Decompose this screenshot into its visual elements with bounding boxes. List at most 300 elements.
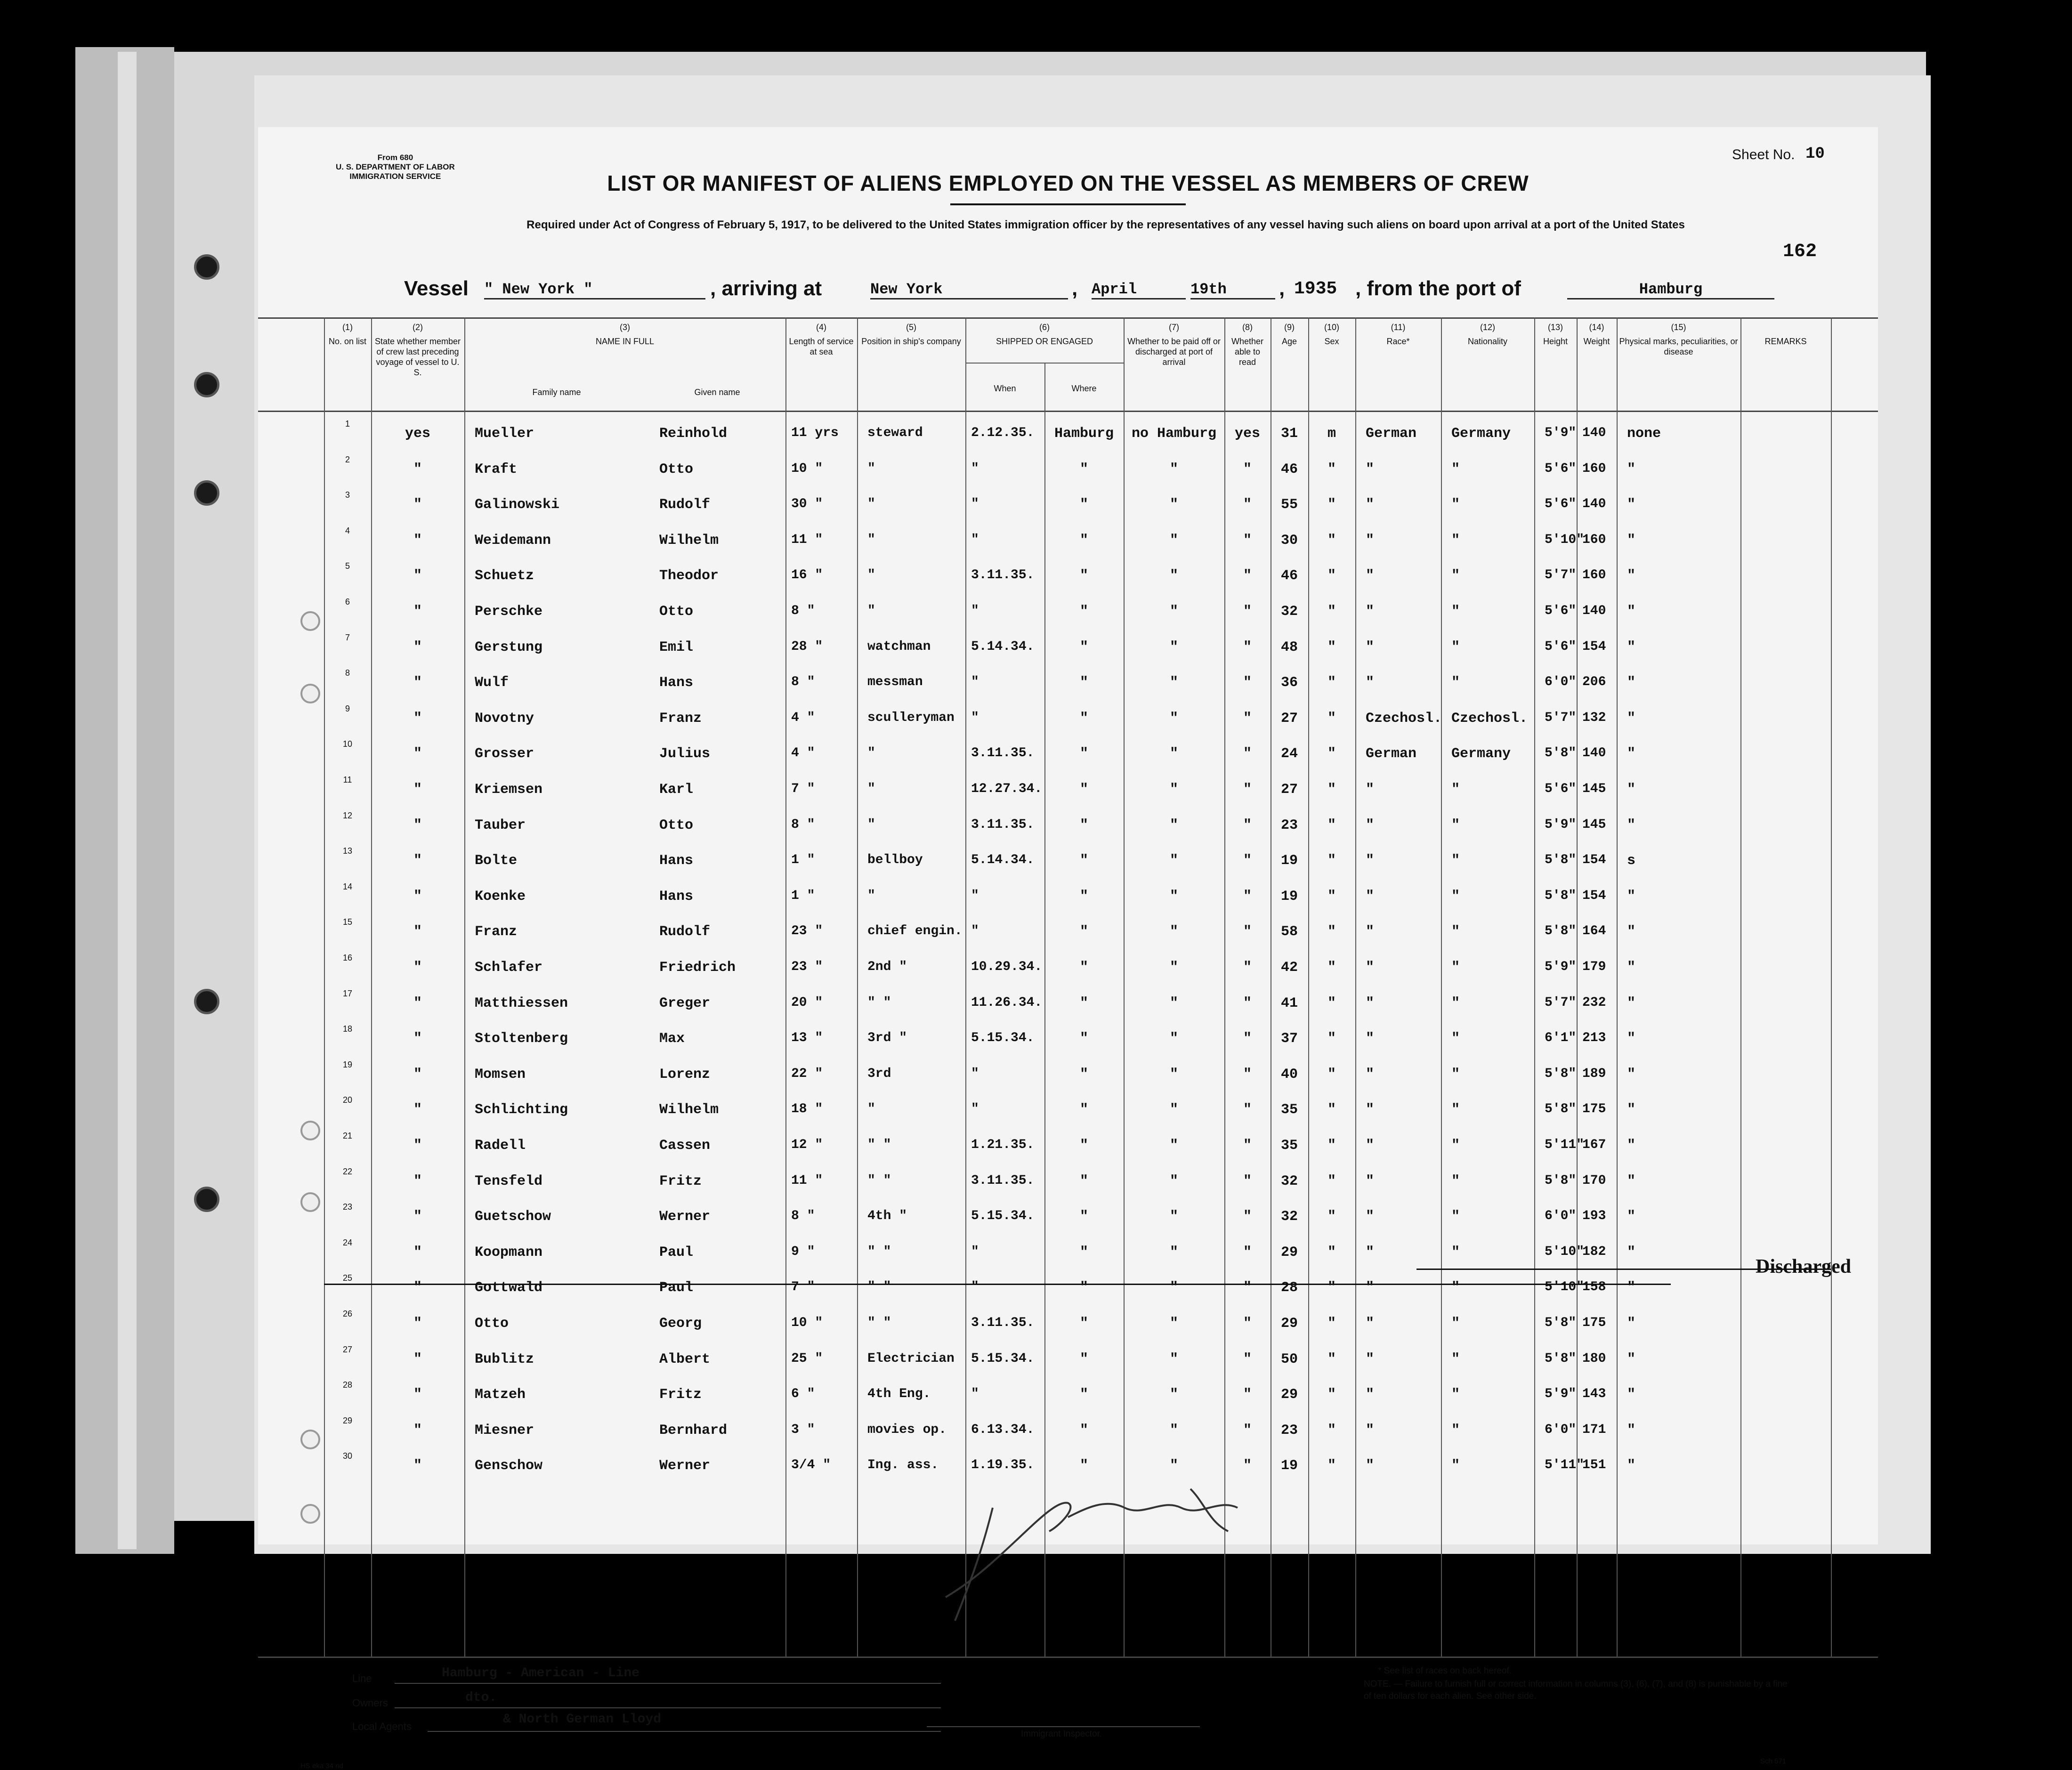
cell-prev: ": [413, 1102, 422, 1118]
cell-read: ": [1243, 1066, 1252, 1083]
remark-discharged: Discharged: [1756, 1256, 1851, 1277]
cell-race: German: [1366, 426, 1417, 442]
cell-race: ": [1366, 1102, 1375, 1118]
departure-port: Hamburg: [1567, 281, 1774, 299]
cell-marks: ": [1627, 1066, 1636, 1083]
page-title: LIST OR MANIFEST OF ALIENS EMPLOYED ON THE VESSEL AS MEMBERS OF CREW: [607, 171, 1529, 195]
cell-where: Hamburg: [1054, 426, 1114, 442]
cell-prev: ": [413, 1031, 422, 1047]
cell-when: ": [971, 1244, 979, 1259]
cell-race: ": [1366, 1173, 1375, 1189]
cell-sex: ": [1327, 1209, 1336, 1225]
cell-age: 19: [1280, 1458, 1298, 1474]
cell-age: 23: [1280, 1422, 1298, 1439]
binder-ring: [194, 989, 219, 1014]
cell-weight: 154: [1582, 888, 1606, 903]
column-header: [1310, 322, 1353, 347]
column-header: [1443, 322, 1532, 347]
cell-position: movies op.: [867, 1422, 947, 1437]
punch-hole: [300, 1192, 320, 1212]
cell-where: ": [1079, 960, 1088, 976]
cell-marks: ": [1627, 1316, 1636, 1332]
cell-age: 27: [1280, 710, 1298, 727]
cell-prev: ": [413, 1173, 422, 1189]
vessel-line: Vessel " New York " , arriving at New York , April 19th , 1935 , from the port of Hamburg: [258, 277, 1878, 305]
cell-family: Mueller: [475, 426, 534, 442]
cell-read: ": [1243, 461, 1252, 477]
line-label: Line: [352, 1673, 372, 1684]
cell-nationality: Germany: [1451, 426, 1511, 442]
cell-prev: ": [413, 1387, 422, 1403]
column-header: [1226, 322, 1269, 367]
cell-when: 2.12.35.: [971, 426, 1035, 440]
title-rule: [950, 203, 1186, 205]
cell-weight: 158: [1582, 1280, 1606, 1295]
page-subtitle: Required under Act of Congress of February 5, 1917, to be delivered to the United States immigration officer by the representatives of any vessel having such aliens on board upon arrival at a port of the United States: [526, 218, 1685, 231]
cell-age: 23: [1280, 817, 1298, 833]
cell-weight: 140: [1582, 497, 1606, 512]
cell-nationality: ": [1451, 1387, 1460, 1403]
punch-hole: [300, 611, 320, 631]
cell-height: 5'8": [1545, 1102, 1577, 1117]
cell-given: Werner: [659, 1458, 711, 1474]
cell-weight: 140: [1582, 746, 1606, 761]
cell-marks: ": [1627, 1422, 1636, 1439]
cell-read: ": [1243, 1422, 1252, 1439]
column-header: [1125, 322, 1222, 367]
column-divider: [1534, 317, 1535, 1657]
cell-read: ": [1243, 746, 1252, 762]
cell-height: 5'6": [1545, 782, 1577, 796]
cell-age: 29: [1280, 1316, 1298, 1332]
cell-given: Bernhard: [659, 1422, 728, 1439]
cell-race: ": [1366, 604, 1375, 620]
cell-race: ": [1366, 960, 1375, 976]
cell-race: ": [1366, 568, 1375, 584]
cell-paid: ": [1169, 746, 1178, 762]
cell-nationality: ": [1451, 639, 1460, 655]
cell-paid: ": [1169, 924, 1178, 940]
column-number: (3): [620, 323, 630, 332]
cell-prev: ": [413, 1458, 422, 1474]
cell-position: 2nd ": [867, 960, 907, 974]
cell-marks: ": [1627, 1280, 1636, 1296]
cell-sex: ": [1327, 532, 1336, 549]
cell-prev: ": [413, 568, 422, 584]
cell-when: 1.19.35.: [971, 1458, 1035, 1473]
binder-edge: [118, 52, 137, 1549]
cell-height: 5'6": [1545, 604, 1577, 618]
cell-position: ": [867, 817, 875, 832]
cell-no: 22: [342, 1166, 353, 1176]
cell-no: 24: [342, 1237, 353, 1247]
cell-read: ": [1243, 888, 1252, 905]
cell-sex: ": [1327, 853, 1336, 869]
column-number: (8): [1242, 323, 1253, 332]
cell-height: 5'9": [1545, 1387, 1577, 1402]
cell-read: ": [1243, 1244, 1252, 1261]
cell-read: ": [1243, 1458, 1252, 1474]
cell-race: ": [1366, 532, 1375, 549]
cell-age: 46: [1280, 568, 1298, 584]
column-label: Given name: [694, 388, 740, 397]
cell-height: 5'8": [1545, 746, 1577, 761]
cell-race: ": [1366, 995, 1375, 1011]
cell-family: Guetschow: [475, 1209, 551, 1225]
cell-read: ": [1243, 817, 1252, 833]
cell-service: 3 ": [791, 1422, 815, 1437]
cell-family: Genschow: [475, 1458, 543, 1474]
cell-no: 4: [345, 525, 350, 535]
cell-race: ": [1366, 1138, 1375, 1154]
cell-height: 5'10": [1545, 1244, 1585, 1259]
cell-race: ": [1366, 675, 1375, 691]
cell-weight: 151: [1582, 1458, 1606, 1473]
cell-family: Grosser: [475, 746, 534, 762]
column-label: NAME IN FULL: [595, 337, 655, 346]
owners-value: dto.: [465, 1690, 497, 1705]
column-header: [1578, 322, 1615, 347]
cell-read: ": [1243, 995, 1252, 1011]
cell-nationality: ": [1451, 1458, 1460, 1474]
form-number: From 680 U. S. DEPARTMENT OF LABOR IMMIGRATION SERVICE: [336, 153, 455, 181]
cell-no: 29: [342, 1415, 353, 1425]
column-label: Physical marks, peculiarities, or disease: [1619, 337, 1738, 356]
cell-height: 5'8": [1545, 924, 1577, 939]
cell-position: 3rd ": [867, 1031, 907, 1046]
cell-marks: ": [1627, 1138, 1636, 1154]
cell-race: ": [1366, 782, 1375, 798]
cell-given: Theodor: [659, 568, 719, 584]
cell-when: 11.26.34.: [971, 995, 1043, 1010]
cell-when: 3.11.35.: [971, 746, 1035, 761]
column-header: [466, 387, 647, 397]
column-number: (14): [1589, 323, 1604, 332]
cell-no: 23: [342, 1202, 353, 1212]
cell-given: Fritz: [659, 1387, 702, 1403]
agents-value: & North German Lloyd: [503, 1712, 662, 1727]
cell-prev: ": [413, 960, 422, 976]
column-header: [1619, 322, 1739, 357]
cell-height: 5'10": [1545, 532, 1585, 547]
cell-when: 6.13.34.: [971, 1422, 1035, 1437]
cell-race: ": [1366, 639, 1375, 655]
cell-age: 48: [1280, 639, 1298, 655]
cell-no: 6: [345, 597, 350, 606]
cell-age: 29: [1280, 1244, 1298, 1261]
cell-service: 18 ": [791, 1102, 823, 1117]
cell-weight: 132: [1582, 710, 1606, 725]
column-divider: [785, 317, 786, 1657]
cell-height: 5'8": [1545, 1351, 1577, 1366]
cell-race: ": [1366, 497, 1375, 513]
cell-paid: ": [1169, 639, 1178, 655]
cell-prev: ": [413, 1066, 422, 1083]
column-number: (10): [1324, 323, 1339, 332]
cell-height: 5'9": [1545, 960, 1577, 974]
cell-height: 5'6": [1545, 461, 1577, 476]
cell-family: Schlafer: [475, 960, 543, 976]
cell-given: Otto: [659, 461, 694, 477]
column-number: (1): [342, 323, 353, 332]
column-label: Nationality: [1467, 337, 1508, 346]
cell-no: 28: [342, 1380, 353, 1390]
cell-family: Matthiessen: [475, 995, 568, 1011]
cell-age: 31: [1280, 426, 1298, 442]
cell-given: Fritz: [659, 1173, 702, 1189]
cell-race: ": [1366, 888, 1375, 905]
cell-read: ": [1243, 782, 1252, 798]
cell-height: 5'8": [1545, 888, 1577, 903]
cell-position: ": [867, 604, 875, 618]
cell-when: 12.27.34.: [971, 782, 1043, 796]
column-number: (2): [413, 323, 423, 332]
cell-paid: ": [1169, 532, 1178, 549]
column-number: (15): [1671, 323, 1686, 332]
cell-nationality: ": [1451, 888, 1460, 905]
punch-hole: [300, 1504, 320, 1524]
cell-position: " ": [867, 1173, 891, 1188]
cell-age: 36: [1280, 675, 1298, 691]
discharged-strike-line: [324, 1284, 1671, 1285]
column-number: (9): [1284, 323, 1295, 332]
cell-paid: ": [1169, 1351, 1178, 1367]
cell-when: 5.15.34.: [971, 1351, 1035, 1366]
cell-service: 4 ": [791, 710, 815, 725]
cell-given: Rudolf: [659, 924, 711, 940]
cell-where: ": [1079, 604, 1088, 620]
cell-race: ": [1366, 1031, 1375, 1047]
cell-nationality: ": [1451, 1066, 1460, 1083]
cell-when: 3.11.35.: [971, 1173, 1035, 1188]
arrival-month: April: [1092, 281, 1186, 299]
cell-read: ": [1243, 960, 1252, 976]
cell-prev: ": [413, 1422, 422, 1439]
cell-service: 20 ": [791, 995, 823, 1010]
column-divider: [371, 317, 372, 1657]
column-header: [326, 322, 369, 347]
cell-position: watchman: [867, 639, 931, 654]
cell-race: ": [1366, 1244, 1375, 1261]
cell-age: 58: [1280, 924, 1298, 940]
punch-hole: [300, 1121, 320, 1140]
cell-no: 16: [342, 953, 353, 962]
cell-height: 5'9": [1545, 426, 1577, 440]
manifest-page: [258, 127, 1878, 1770]
cell-sex: ": [1327, 817, 1336, 833]
cell-service: 22 ": [791, 1066, 823, 1081]
cell-marks: ": [1627, 924, 1636, 940]
column-divider: [965, 317, 966, 1657]
column-divider: [1740, 317, 1741, 1657]
cell-prev: ": [413, 604, 422, 620]
cell-when: ": [971, 1387, 979, 1402]
cell-where: ": [1079, 1387, 1088, 1403]
column-label: Height: [1543, 337, 1568, 346]
column-divider: [1308, 317, 1309, 1657]
cell-given: Wilhelm: [659, 1102, 719, 1118]
cell-paid: ": [1169, 604, 1178, 620]
cell-when: ": [971, 924, 979, 939]
cell-marks: ": [1627, 1351, 1636, 1367]
column-header: [466, 322, 784, 347]
arrival-year: 1935: [1294, 279, 1337, 299]
cell-age: 19: [1280, 853, 1298, 869]
column-header: [859, 322, 963, 347]
column-divider: [1355, 317, 1356, 1657]
cell-family: Koopmann: [475, 1244, 543, 1261]
cell-service: 7 ": [791, 782, 815, 796]
cell-nationality: ": [1451, 1422, 1460, 1439]
cell-position: " ": [867, 1138, 891, 1152]
cell-weight: 154: [1582, 639, 1606, 654]
column-header: [967, 322, 1122, 347]
cell-when: 3.11.35.: [971, 568, 1035, 583]
cell-read: ": [1243, 568, 1252, 584]
cell-marks: ": [1627, 1173, 1636, 1189]
cell-no: 30: [342, 1451, 353, 1461]
cell-service: 1 ": [791, 853, 815, 868]
column-header: [967, 383, 1043, 394]
column-number: (6): [1039, 323, 1050, 332]
cell-sex: ": [1327, 1387, 1336, 1403]
cell-position: steward: [867, 426, 923, 440]
cell-where: ": [1079, 1422, 1088, 1439]
cell-weight: 189: [1582, 1066, 1606, 1081]
cell-race: ": [1366, 1066, 1375, 1083]
column-header: [1536, 322, 1575, 347]
cell-weight: 140: [1582, 604, 1606, 618]
cell-weight: 179: [1582, 960, 1606, 974]
binder-ring: [194, 254, 219, 280]
cell-marks: ": [1627, 639, 1636, 655]
cell-age: 50: [1280, 1351, 1298, 1367]
column-label: Whether able to read: [1231, 337, 1264, 367]
cell-prev: ": [413, 639, 422, 655]
cell-when: ": [971, 675, 979, 690]
cell-no: 26: [342, 1309, 353, 1318]
column-label: Position in ship's company: [861, 337, 961, 346]
cell-read: ": [1243, 1138, 1252, 1154]
cell-service: 7 ": [791, 1280, 815, 1295]
cell-family: Bublitz: [475, 1351, 534, 1367]
cell-where: ": [1079, 461, 1088, 477]
cell-weight: 167: [1582, 1138, 1606, 1152]
cell-height: 5'9": [1545, 817, 1577, 832]
cell-where: ": [1079, 1280, 1088, 1296]
cell-position: ": [867, 532, 875, 547]
cell-age: 32: [1280, 604, 1298, 620]
cell-family: Schlichting: [475, 1102, 568, 1118]
cell-position: Electrician: [867, 1351, 955, 1366]
cell-given: Paul: [659, 1244, 694, 1261]
column-header: [373, 322, 462, 378]
header-top-rule: [258, 317, 1878, 319]
arriving-label: , arriving at: [710, 277, 822, 300]
cell-weight: 193: [1582, 1209, 1606, 1224]
cell-age: 19: [1280, 888, 1298, 905]
cell-where: ": [1079, 497, 1088, 513]
cell-marks: ": [1627, 1458, 1636, 1474]
cell-read: yes: [1234, 426, 1260, 442]
cell-race: ": [1366, 1387, 1375, 1403]
cell-where: ": [1079, 1138, 1088, 1154]
cell-weight: 154: [1582, 853, 1606, 868]
cell-height: 5'8": [1545, 1173, 1577, 1188]
cell-age: 30: [1280, 532, 1298, 549]
from-port-label: , from the port of: [1355, 277, 1521, 300]
form-code: HS eka 34 nd: [300, 1762, 343, 1770]
cell-marks: ": [1627, 710, 1636, 727]
cell-marks: ": [1627, 675, 1636, 691]
cell-when: 5.15.34.: [971, 1031, 1035, 1046]
cell-marks: ": [1627, 604, 1636, 620]
cell-marks: ": [1627, 461, 1636, 477]
cell-given: Hans: [659, 888, 694, 905]
column-label: Family name: [532, 388, 581, 397]
cell-family: Momsen: [475, 1066, 526, 1083]
cell-read: ": [1243, 1102, 1252, 1118]
races-note: * See list of races on back hereof.: [1378, 1666, 1512, 1676]
cell-weight: 180: [1582, 1351, 1606, 1366]
column-divider: [464, 317, 465, 1657]
cell-family: Novotny: [475, 710, 534, 727]
cell-paid: ": [1169, 782, 1178, 798]
cell-sex: ": [1327, 924, 1336, 940]
cell-paid: ": [1169, 1244, 1178, 1261]
cell-age: 46: [1280, 461, 1298, 477]
cell-paid: ": [1169, 888, 1178, 905]
cell-family: Tauber: [475, 817, 526, 833]
cell-service: 9 ": [791, 1244, 815, 1259]
cell-given: Otto: [659, 604, 694, 620]
cell-given: Karl: [659, 782, 694, 798]
cell-no: 3: [345, 490, 350, 500]
cell-weight: 160: [1582, 532, 1606, 547]
cell-family: Wulf: [475, 675, 509, 691]
cell-prev: ": [413, 532, 422, 549]
cell-nationality: ": [1451, 568, 1460, 584]
cell-height: 6'0": [1545, 1422, 1577, 1437]
cell-nationality: ": [1451, 853, 1460, 869]
cell-no: 12: [342, 810, 353, 820]
cell-race: ": [1366, 924, 1375, 940]
cell-weight: 175: [1582, 1316, 1606, 1330]
cell-prev: ": [413, 1209, 422, 1225]
cell-race: ": [1366, 1209, 1375, 1225]
cell-marks: ": [1627, 746, 1636, 762]
cell-prev: ": [413, 497, 422, 513]
cell-where: ": [1079, 817, 1088, 833]
cell-age: 35: [1280, 1138, 1298, 1154]
cell-weight: 145: [1582, 782, 1606, 796]
cell-sex: m: [1327, 426, 1336, 442]
cell-height: 5'7": [1545, 995, 1577, 1010]
cell-paid: ": [1169, 1422, 1178, 1439]
cell-marks: ": [1627, 960, 1636, 976]
cell-nationality: ": [1451, 1244, 1460, 1261]
cell-height: 5'11": [1545, 1458, 1585, 1473]
binder-ring: [194, 480, 219, 506]
cell-service: 8 ": [791, 675, 815, 690]
cell-height: 5'10": [1545, 1280, 1585, 1295]
column-label: When: [994, 384, 1016, 393]
cell-weight: 175: [1582, 1102, 1606, 1117]
cell-no: 5: [345, 561, 350, 571]
cell-height: 5'11": [1545, 1138, 1585, 1152]
cell-marks: ": [1627, 568, 1636, 584]
cell-where: ": [1079, 1209, 1088, 1225]
